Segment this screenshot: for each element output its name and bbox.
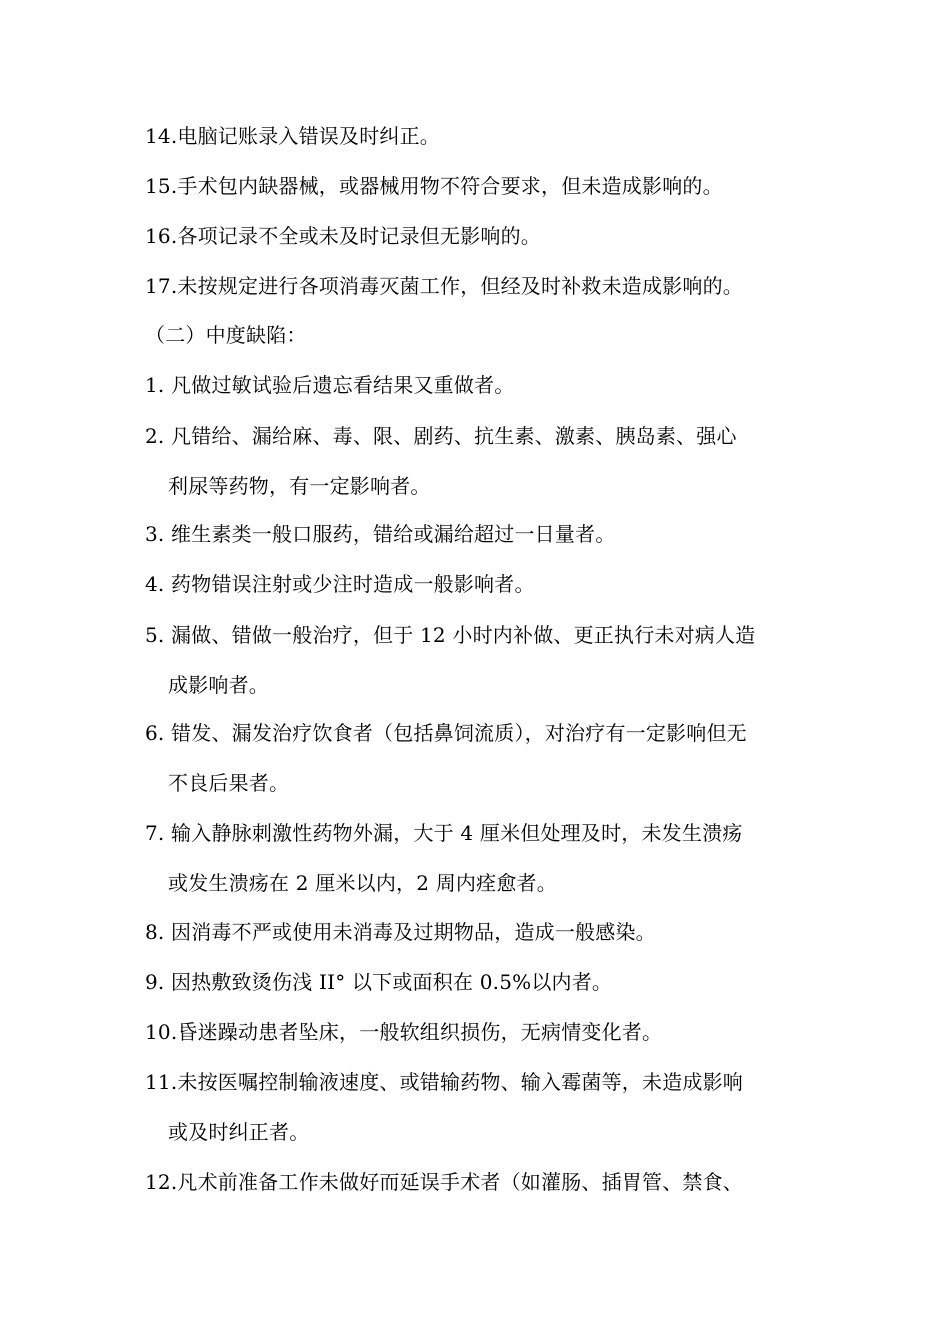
item-14: 14.电脑记账录入错误及时纠正。 [145,124,441,148]
moderate-item-6: 6. 错发、漏发治疗饮食者（包括鼻饲流质），对治疗有一定影响但无 [145,721,747,745]
moderate-item-7: 7. 输入静脉刺激性药物外漏，大于 4 厘米但处理及时，未发生溃疡 [145,821,743,845]
moderate-item-4: 4. 药物错误注射或少注时造成一般影响者。 [145,572,535,596]
moderate-item-8: 8. 因消毒不严或使用未消毒及过期物品，造成一般感染。 [145,920,656,944]
moderate-item-1: 1. 凡做过敏试验后遗忘看结果又重做者。 [145,373,515,397]
section-heading-moderate-defects: （二）中度缺陷： [145,323,307,347]
moderate-item-2: 2. 凡错给、漏给麻、毒、限、剧药、抗生素、激素、胰岛素、强心 [145,424,737,448]
moderate-item-11-continuation: 或及时纠正者。 [168,1120,310,1144]
moderate-item-2-continuation: 利尿等药物，有一定影响者。 [168,474,431,498]
moderate-item-5-continuation: 成影响者。 [168,673,269,697]
moderate-item-10: 10.昏迷躁动患者坠床，一般软组织损伤，无病情变化者。 [145,1020,663,1044]
moderate-item-9: 9. 因热敷致烫伤浅 II° 以下或面积在 0.5%以内者。 [145,970,613,994]
moderate-item-11: 11.未按医嘱控制输液速度、或错输药物、输入霉菌等，未造成影响 [145,1070,744,1094]
moderate-item-6-continuation: 不良后果者。 [168,771,290,795]
moderate-item-7-continuation: 或发生溃疡在 2 厘米以内，2 周内痊愈者。 [168,871,557,895]
moderate-item-12: 12.凡术前准备工作未做好而延误手术者（如灌肠、插胃管、禁食、 [145,1170,744,1194]
moderate-item-5: 5. 漏做、错做一般治疗，但于 12 小时内补做、更正执行未对病人造 [145,623,756,647]
item-17: 17.未按规定进行各项消毒灭菌工作，但经及时补救未造成影响的。 [145,274,744,298]
item-16: 16.各项记录不全或未及时记录但无影响的。 [145,224,542,248]
moderate-item-3: 3. 维生素类一般口服药，错给或漏给超过一日量者。 [145,522,616,546]
item-15: 15.手术包内缺器械，或器械用物不符合要求，但未造成影响的。 [145,174,723,198]
